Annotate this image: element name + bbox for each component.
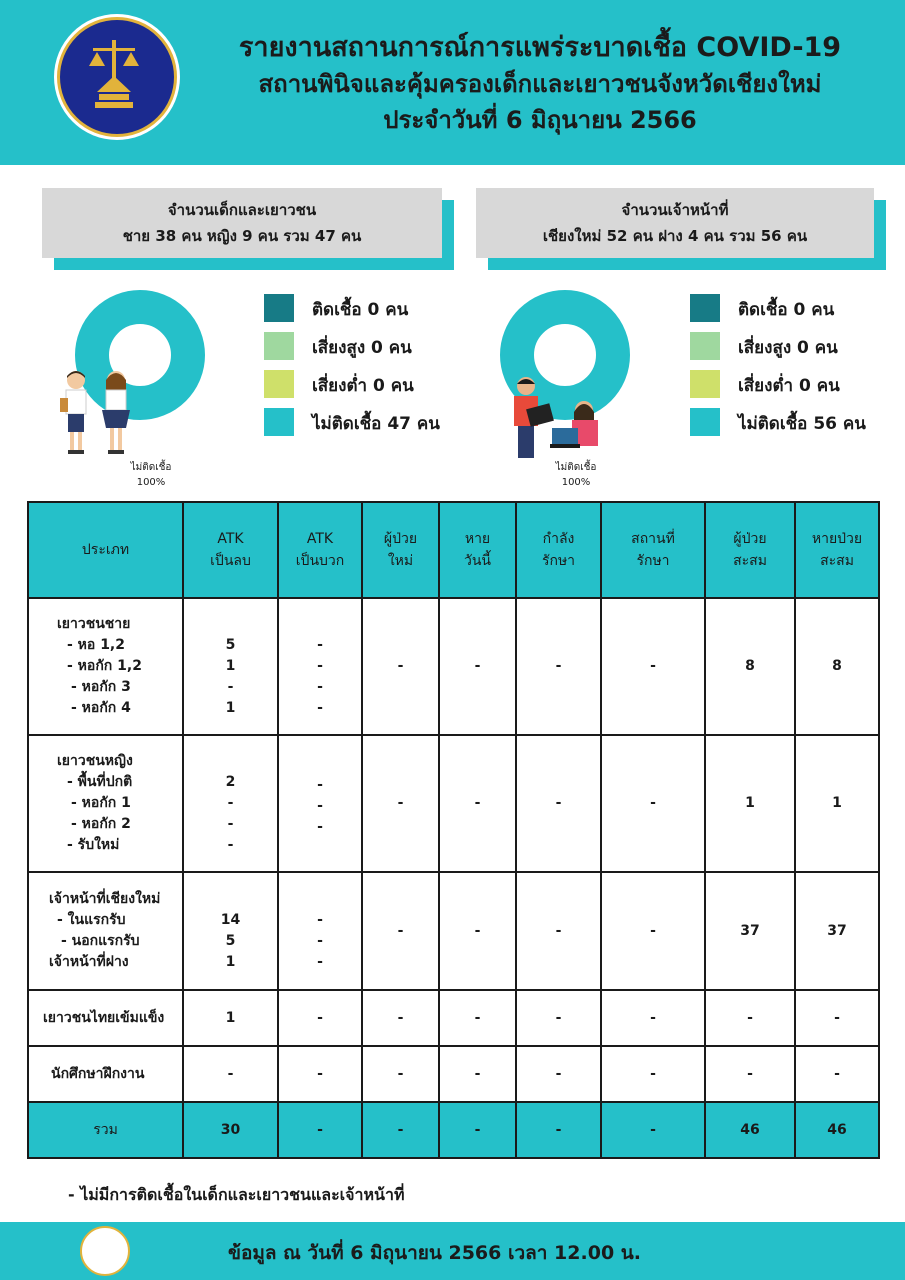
- row-treating: -: [516, 1046, 601, 1102]
- staff-donut-label: [536, 460, 616, 490]
- total-label: รวม: [28, 1102, 183, 1158]
- header-banner: [0, 0, 905, 165]
- row-cumulative-recovered: 1: [795, 735, 879, 872]
- staff-count-box: [476, 188, 886, 270]
- legend-swatch: [264, 294, 294, 322]
- legend-item-infected: [264, 294, 484, 322]
- row-new-cases: -: [362, 872, 439, 990]
- kids-donut-label: [111, 460, 191, 490]
- row-treatment-place: -: [601, 872, 705, 990]
- row-category: เยาวชนหญิง - พื้นที่ปกติ - หอกัก 1 - หอกัก 2 - รับใหม่: [28, 735, 183, 872]
- row-treating: -: [516, 735, 601, 872]
- table-total-row: [28, 1102, 879, 1158]
- kids-slice-pct: 100%: [136, 477, 166, 488]
- title-line-2: สถานพินิจและคุ้มครองเด็กและเยาวชนจังหวัดเชียงใหม่: [258, 70, 822, 98]
- legend-label: ติดเชื้อ 0 คน: [312, 300, 409, 320]
- legend-swatch: [264, 408, 294, 436]
- legend-swatch: [690, 370, 720, 398]
- legend-item-high-risk: [264, 332, 484, 360]
- legend-item-high-risk: [690, 332, 905, 360]
- total-atk-negative: 30: [183, 1102, 278, 1158]
- staff-slice-label: ไม่ติดเชื้อ: [555, 462, 597, 473]
- agency-logo: [54, 14, 180, 140]
- row-atk-negative: 2 - - -: [183, 735, 278, 872]
- footer-banner: [0, 1222, 905, 1280]
- students-illustration-icon: [56, 368, 140, 458]
- row-treatment-place: -: [601, 598, 705, 735]
- row-atk-negative: 5 1 - 1: [183, 598, 278, 735]
- legend-item-low-risk: [690, 370, 905, 398]
- header-recovered-today: หาย วันนี้: [439, 502, 516, 598]
- row-cumulative-cases: 37: [705, 872, 795, 990]
- row-new-cases: -: [362, 735, 439, 872]
- row-new-cases: -: [362, 1046, 439, 1102]
- row-cumulative-cases: 1: [705, 735, 795, 872]
- row-atk-positive: -: [278, 1046, 362, 1102]
- total-treating: -: [516, 1102, 601, 1158]
- staff-illustration-icon: [496, 376, 612, 460]
- row-treatment-place: -: [601, 735, 705, 872]
- header-treating: กำลัง รักษา: [516, 502, 601, 598]
- legend-label: ติดเชื้อ 0 คน: [738, 300, 835, 320]
- row-cumulative-recovered: -: [795, 1046, 879, 1102]
- staff-box-line2: เชียงใหม่ 52 คน ฝาง 4 คน รวม 56 คน: [542, 227, 808, 245]
- kids-slice-label: ไม่ติดเชื้อ: [130, 462, 172, 473]
- header-new-cases: ผู้ป่วย ใหม่: [362, 502, 439, 598]
- row-category: เยาวชนไทยเข้มแข็ง: [28, 990, 183, 1046]
- kids-box-line1: จำนวนเด็กและเยาวชน: [167, 201, 317, 219]
- footer-logo-icon: [80, 1226, 130, 1276]
- title-line-1: รายงานสถานการณ์การแพร่ระบาดเชื้อ COVID-19: [238, 32, 842, 63]
- table-row: [28, 1046, 879, 1102]
- row-treatment-place: -: [601, 1046, 705, 1102]
- report-title: [190, 30, 890, 138]
- table-row: [28, 735, 879, 872]
- table-header-row: [28, 502, 879, 598]
- legend-item-low-risk: [264, 370, 484, 398]
- legend-label: เสี่ยงต่ำ 0 คน: [312, 376, 414, 396]
- row-recovered-today: -: [439, 1046, 516, 1102]
- legend-label: เสี่ยงสูง 0 คน: [312, 338, 412, 358]
- row-cumulative-recovered: 37: [795, 872, 879, 990]
- legend-swatch: [690, 332, 720, 360]
- staff-box-line1: จำนวนเจ้าหน้าที่: [621, 201, 729, 219]
- table-row: [28, 872, 879, 990]
- header-category: ประเภท: [28, 502, 183, 598]
- row-atk-negative: 14 5 1: [183, 872, 278, 990]
- row-treatment-place: -: [601, 990, 705, 1046]
- row-cumulative-cases: 8: [705, 598, 795, 735]
- legend-label: ไม่ติดเชื้อ 56 คน: [738, 414, 866, 434]
- legend-swatch: [690, 408, 720, 436]
- header-atk-negative: ATK เป็นลบ: [183, 502, 278, 598]
- row-treating: -: [516, 990, 601, 1046]
- header-treatment-place: สถานที่ รักษา: [601, 502, 705, 598]
- box-content: [42, 188, 442, 258]
- row-atk-positive: - - - -: [278, 598, 362, 735]
- row-category: เยาวชนชาย - หอ 1,2 - หอกัก 1,2 - หอกัก 3 - หอกัก 4: [28, 598, 183, 735]
- row-cumulative-recovered: -: [795, 990, 879, 1046]
- legend-item-not-infected: [264, 408, 484, 436]
- legend-swatch: [264, 332, 294, 360]
- table-row: [28, 598, 879, 735]
- row-cumulative-cases: -: [705, 1046, 795, 1102]
- row-treating: -: [516, 872, 601, 990]
- header-atk-positive: ATK เป็นบวก: [278, 502, 362, 598]
- legend-swatch: [690, 294, 720, 322]
- row-cumulative-cases: -: [705, 990, 795, 1046]
- row-cumulative-recovered: 8: [795, 598, 879, 735]
- row-treating: -: [516, 598, 601, 735]
- row-recovered-today: -: [439, 735, 516, 872]
- footer-date-text: ข้อมูล ณ วันที่ 6 มิถุนายน 2566 เวลา 12.00 น.: [228, 1242, 641, 1264]
- row-new-cases: -: [362, 598, 439, 735]
- total-new-cases: -: [362, 1102, 439, 1158]
- row-recovered-today: -: [439, 598, 516, 735]
- title-line-3: ประจำวันที่ 6 มิถุนายน 2566: [383, 106, 697, 134]
- legend-label: ไม่ติดเชื้อ 47 คน: [312, 414, 440, 434]
- scales-emblem-icon: [87, 36, 141, 110]
- header-cumulative-cases: ผู้ป่วย สะสม: [705, 502, 795, 598]
- row-category: นักศึกษาฝึกงาน: [28, 1046, 183, 1102]
- total-cumulative-cases: 46: [705, 1102, 795, 1158]
- kids-count-box: [42, 188, 454, 270]
- legend-item-not-infected: [690, 408, 905, 436]
- row-atk-negative: -: [183, 1046, 278, 1102]
- total-recovered-today: -: [439, 1102, 516, 1158]
- row-recovered-today: -: [439, 872, 516, 990]
- note-text: - ไม่มีการติดเชื้อในเด็กและเยาวชนและเจ้าหน้าที่: [68, 1185, 405, 1204]
- box-content: [476, 188, 874, 258]
- row-atk-positive: - - -: [278, 735, 362, 872]
- legend-label: เสี่ยงต่ำ 0 คน: [738, 376, 840, 396]
- legend-item-infected: [690, 294, 905, 322]
- row-atk-negative: 1: [183, 990, 278, 1046]
- covid-report-table: [27, 501, 880, 1159]
- total-treatment-place: -: [601, 1102, 705, 1158]
- total-cumulative-recovered: 46: [795, 1102, 879, 1158]
- header-cumulative-recovered: หายป่วย สะสม: [795, 502, 879, 598]
- row-atk-positive: - - -: [278, 872, 362, 990]
- row-atk-positive: -: [278, 990, 362, 1046]
- row-category: เจ้าหน้าที่เชียงใหม่ - ในแรกรับ - นอกแรกรับ เจ้าหน้าที่ฝาง: [28, 872, 183, 990]
- legend-label: เสี่ยงสูง 0 คน: [738, 338, 838, 358]
- legend-swatch: [264, 370, 294, 398]
- row-recovered-today: -: [439, 990, 516, 1046]
- row-new-cases: -: [362, 990, 439, 1046]
- total-atk-positive: -: [278, 1102, 362, 1158]
- staff-slice-pct: 100%: [561, 477, 591, 488]
- kids-box-line2: ชาย 38 คน หญิง 9 คน รวม 47 คน: [122, 227, 362, 245]
- table-row: [28, 990, 879, 1046]
